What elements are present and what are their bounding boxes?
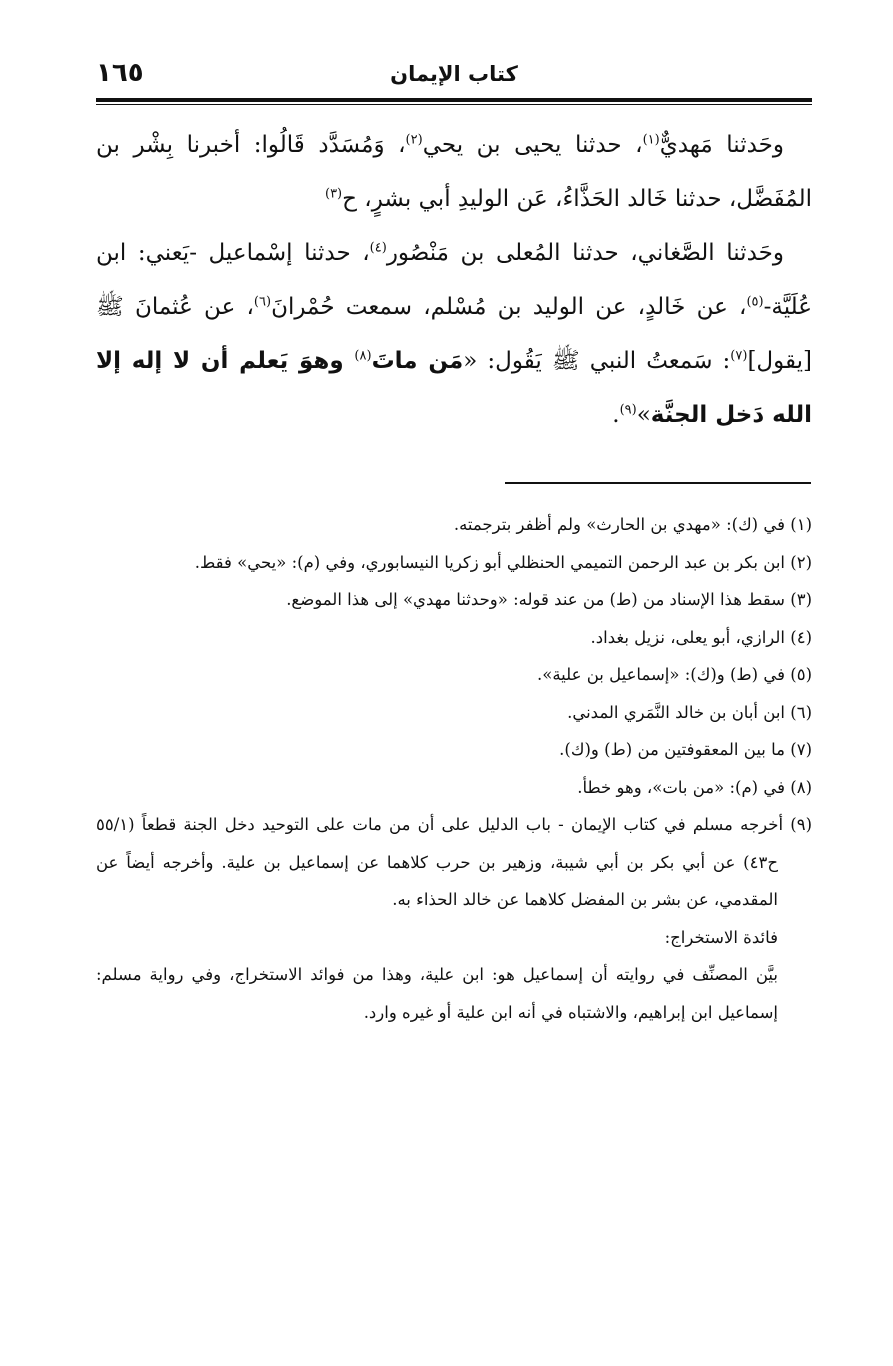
footnote-5: (٥) في (ط) و(ك): «إسماعيل بن علية».	[536, 665, 812, 684]
footnote-ref-1: (١)	[642, 132, 660, 148]
footnote-4: (٤) الرازي، أبو يعلى، نزيل بغداد.	[590, 627, 812, 647]
footnote-3: (٣) سقط هذا الإسناد من (ط) من عند قوله: «وحدثنا مهدي» إلى هذا الموضع.	[286, 590, 812, 609]
footnote-ref-5: (٥)	[746, 294, 764, 310]
text-run: وحَدثنا الصَّغاني، حدثنا المُعلى بن مَنْصُور	[386, 240, 784, 266]
paragraph-2	[96, 226, 812, 442]
footnote-6: (٦) ابن أبان بن خالد النَّمَري المدني.	[567, 702, 812, 722]
footnote-ref-3: (٣)	[324, 186, 343, 202]
header-rule-thin	[96, 104, 812, 105]
footnote-9-body: بيَّن المصنِّف في روايته أن إسماعيل هو: ابن علية، وهذا من فوائد الاستخراج، وفي رواية مسلم: إسماعيل ابن إبراهيم، والاشتباه في أنه ابن علية أو غيره وارد.	[96, 965, 778, 1022]
footnote-1: (١) في (ك): «مهدي بن الحارث» ولم أظفر بترجمته.	[453, 515, 812, 534]
main-text	[96, 118, 812, 442]
hadith-text-bold: وهوَ يَعلم أن لا إله إلا الله دَخل الجنَّة	[96, 348, 812, 428]
header-rule-thick	[96, 98, 812, 102]
hadith-text-bold: مَن ماتَ	[371, 348, 464, 374]
page-header	[96, 58, 812, 96]
footnote-separator	[505, 482, 811, 484]
footnote-ref-7: (٧)	[730, 348, 748, 364]
text-run: وحَدثنا مَهديٌّ	[659, 132, 784, 158]
running-title: كتاب الإيمان	[390, 62, 518, 86]
text-run: : سَمعتُ النبي ﷺ يَقُول: «	[463, 348, 731, 374]
page-number: ١٦٥	[96, 58, 144, 88]
footnote-ref-2: (٢)	[405, 132, 423, 148]
footnote-9-heading: فائدة الاستخراج:	[664, 927, 778, 947]
text-run: ، حدثنا يحيى بن يحي	[422, 132, 643, 158]
footnotes	[96, 506, 812, 1031]
text-run: »	[636, 402, 651, 428]
footnote-2: (٢) ابن بكر بن عبد الرحمن التميمي الحنظلي أبو زكريا النيسابوري، وفي (م): «يحي» فقط.	[194, 552, 812, 572]
footnote-ref-8: (٨)	[354, 348, 372, 364]
text-run: ، وَمُسَدَّد قَالُوا: أخبرنا بِشْر بن المُفَضَّل، حدثنا خَالد الحَذَّاءُ، عَن الوليدِ أبي بشرٍ، ح	[96, 132, 812, 212]
text-run: ، حدثنا إسْماعيل -يَعني: ابن عُلَيَّة-	[96, 240, 812, 320]
footnote-9: (٩) أخرجه مسلم في كتاب الإيمان - باب الدليل على أن من مات على التوحيد دخل الجنة قطعاً (٥٥/١ ح٤٣) عن أبي بكر بن أبي شيبة، وزهير بن حرب كلاهما عن إسماعيل بن علية. وأخرجه أيضاً عن المقدمي، عن بشر بن المفضل كلاهما عن خالد الحذاء به.	[96, 815, 812, 909]
text-run: ، عن عُثمانَ ﷺ [يقول]	[96, 294, 813, 374]
text-run: .	[612, 402, 620, 428]
footnote-ref-6: (٦)	[253, 294, 272, 310]
footnote-ref-9: (٩)	[619, 402, 637, 418]
footnote-8: (٨) في (م): «من بات»، وهو خطأ.	[577, 777, 812, 797]
paragraph-1	[96, 118, 812, 226]
footnote-ref-4: (٤)	[369, 240, 387, 256]
footnote-7: (٧) ما بين المعقوفتين من (ط) و(ك).	[559, 740, 812, 759]
text-run: ، عن خَالدٍ، عن الوليد بن مُسْلم، سمعت حُمْرانَ	[271, 294, 747, 320]
